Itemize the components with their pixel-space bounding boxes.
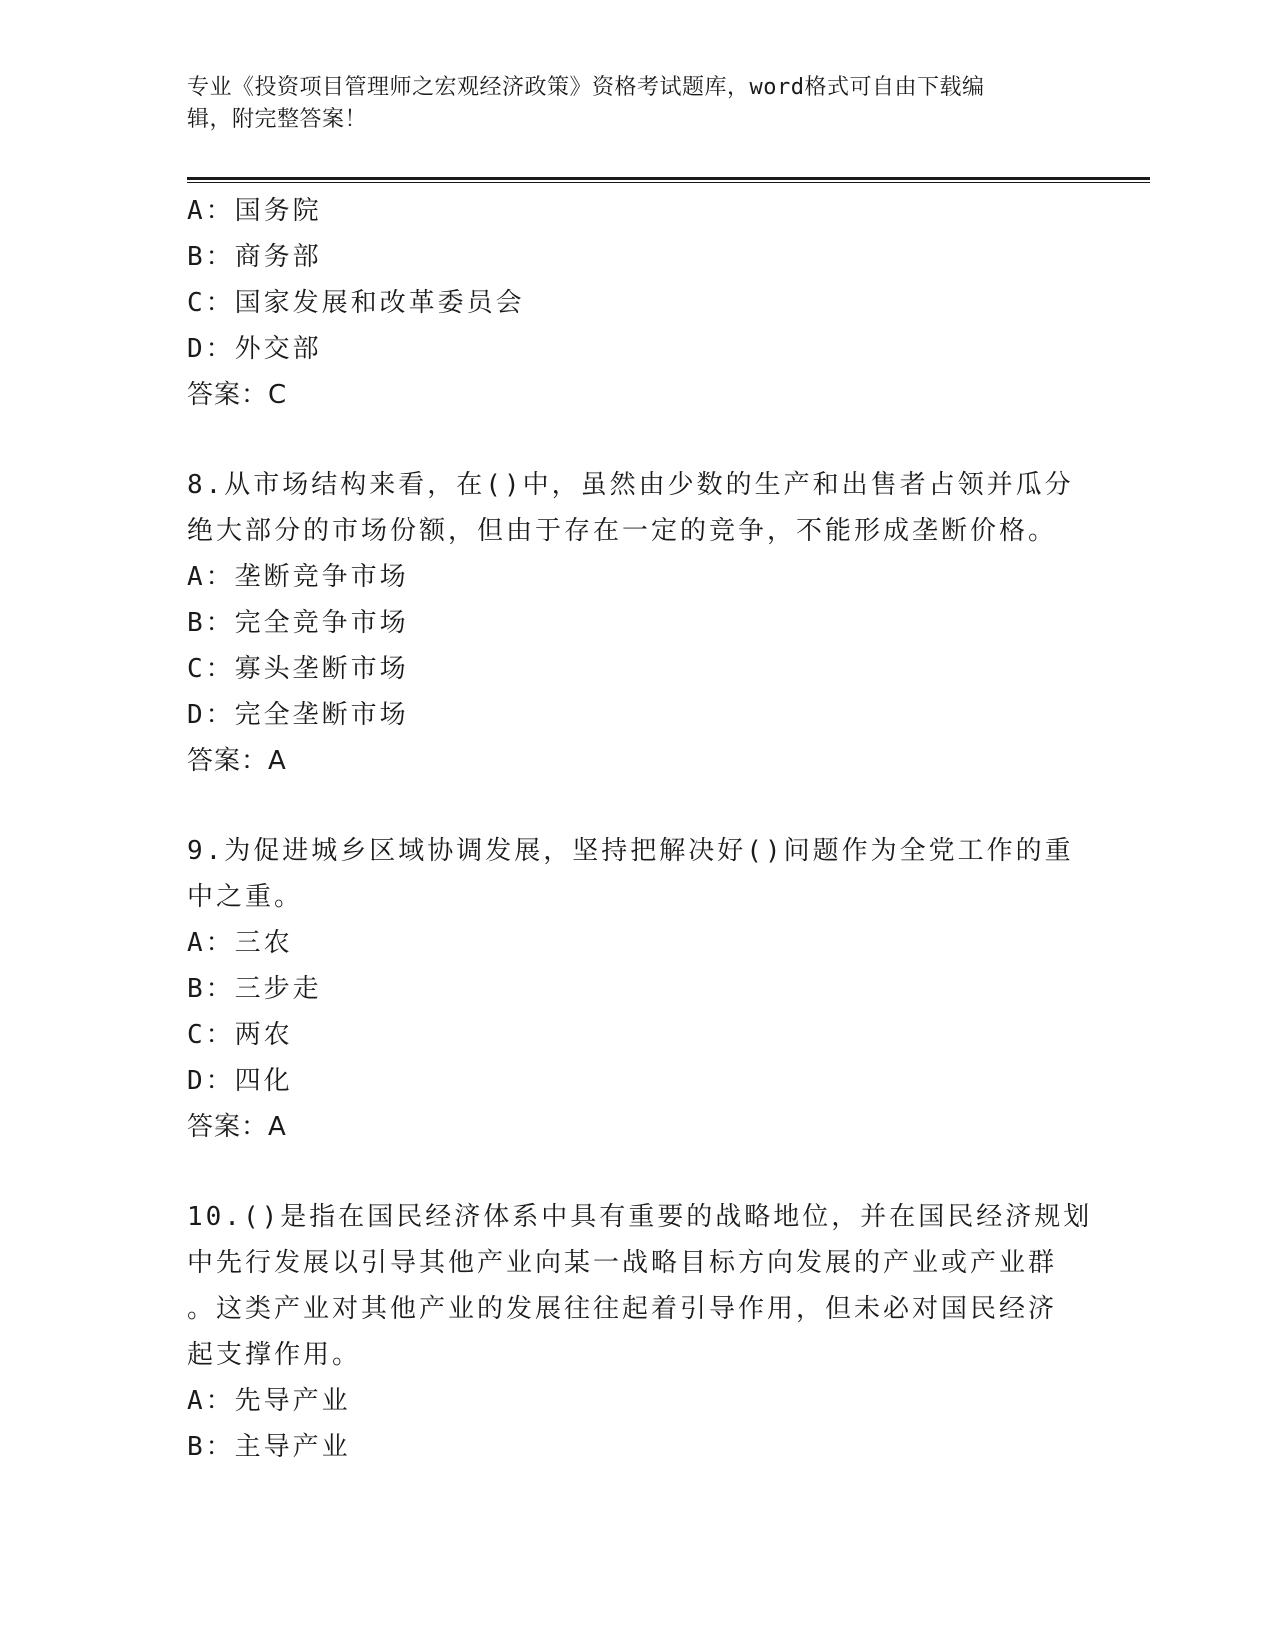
question-9 xyxy=(187,828,1087,1150)
header-rule-thin xyxy=(187,182,1150,183)
option-text: 商务部 xyxy=(234,242,322,272)
option-text: 完全垄断市场 xyxy=(234,700,409,730)
option-a xyxy=(187,554,1087,600)
question-text-line: 9.为促进城乡区域协调发展，坚持把解决好()问题作为全党工作的重 xyxy=(187,836,1074,866)
option-b xyxy=(187,1424,1087,1470)
spacer xyxy=(187,1150,1087,1194)
option-label: A： xyxy=(187,562,235,592)
option-d xyxy=(187,326,1087,372)
question-7 xyxy=(187,188,1087,418)
option-a xyxy=(187,920,1087,966)
option-text: 四化 xyxy=(234,1066,293,1096)
question-text-line: 中之重。 xyxy=(187,882,304,912)
option-text: 三步走 xyxy=(234,974,322,1004)
option-d xyxy=(187,1058,1087,1104)
header-line-2: 辑，附完整答案！ xyxy=(187,107,368,132)
answer: 答案：A xyxy=(187,1112,287,1142)
option-d xyxy=(187,692,1087,738)
option-c xyxy=(187,646,1087,692)
option-text: 先导产业 xyxy=(234,1386,351,1416)
option-c xyxy=(187,1012,1087,1058)
option-a xyxy=(187,1378,1087,1424)
spacer xyxy=(187,784,1087,828)
option-text: 两农 xyxy=(234,1020,293,1050)
option-text: 国家发展和改革委员会 xyxy=(234,288,525,318)
option-label: B： xyxy=(187,608,235,638)
option-label: B： xyxy=(187,1432,235,1462)
option-label: D： xyxy=(187,700,235,730)
option-label: C： xyxy=(187,1020,235,1050)
option-label: D： xyxy=(187,334,235,364)
option-label: B： xyxy=(187,974,235,1004)
option-b xyxy=(187,234,1087,280)
question-list xyxy=(187,188,1093,1470)
option-label: D： xyxy=(187,1066,235,1096)
option-text: 垄断竞争市场 xyxy=(234,562,409,592)
option-label: A： xyxy=(187,1386,235,1416)
question-text-line: 。这类产业对其他产业的发展往往起着引导作用，但未必对国民经济 xyxy=(187,1294,1058,1324)
question-text-line: 中先行发展以引导其他产业向某一战略目标方向发展的产业或产业群 xyxy=(187,1248,1058,1278)
question-text-line: 10.()是指在国民经济体系中具有重要的战略地位，并在国民经济规划 xyxy=(187,1202,1093,1232)
option-text: 国务院 xyxy=(234,196,322,226)
question-text-line: 绝大部分的市场份额，但由于存在一定的竞争，不能形成垄断价格。 xyxy=(187,516,1058,546)
option-label: B： xyxy=(187,242,235,272)
option-text: 寡头垄断市场 xyxy=(234,654,409,684)
answer: 答案：C xyxy=(187,380,288,410)
option-b xyxy=(187,600,1087,646)
question-text-line: 起支撑作用。 xyxy=(187,1340,362,1370)
option-label: A： xyxy=(187,196,235,226)
answer: 答案：A xyxy=(187,746,287,776)
spacer xyxy=(187,418,1087,462)
option-label: C： xyxy=(187,654,235,684)
option-c xyxy=(187,280,1087,326)
option-text: 外交部 xyxy=(234,334,322,364)
option-text: 完全竞争市场 xyxy=(234,608,409,638)
option-b xyxy=(187,966,1087,1012)
document-header xyxy=(187,72,1067,136)
option-label: C： xyxy=(187,288,235,318)
header-line-1: 专业《投资项目管理师之宏观经济政策》资格考试题库，word格式可自由下载编 xyxy=(187,75,985,100)
question-text-line: 8.从市场结构来看，在()中，虽然由少数的生产和出售者占领并瓜分 xyxy=(187,470,1074,500)
option-a xyxy=(187,188,1087,234)
option-label: A： xyxy=(187,928,235,958)
question-8 xyxy=(187,462,1087,784)
option-text: 三农 xyxy=(234,928,293,958)
option-text: 主导产业 xyxy=(234,1432,351,1462)
question-10 xyxy=(187,1194,1093,1470)
header-rule-thick xyxy=(187,177,1150,180)
